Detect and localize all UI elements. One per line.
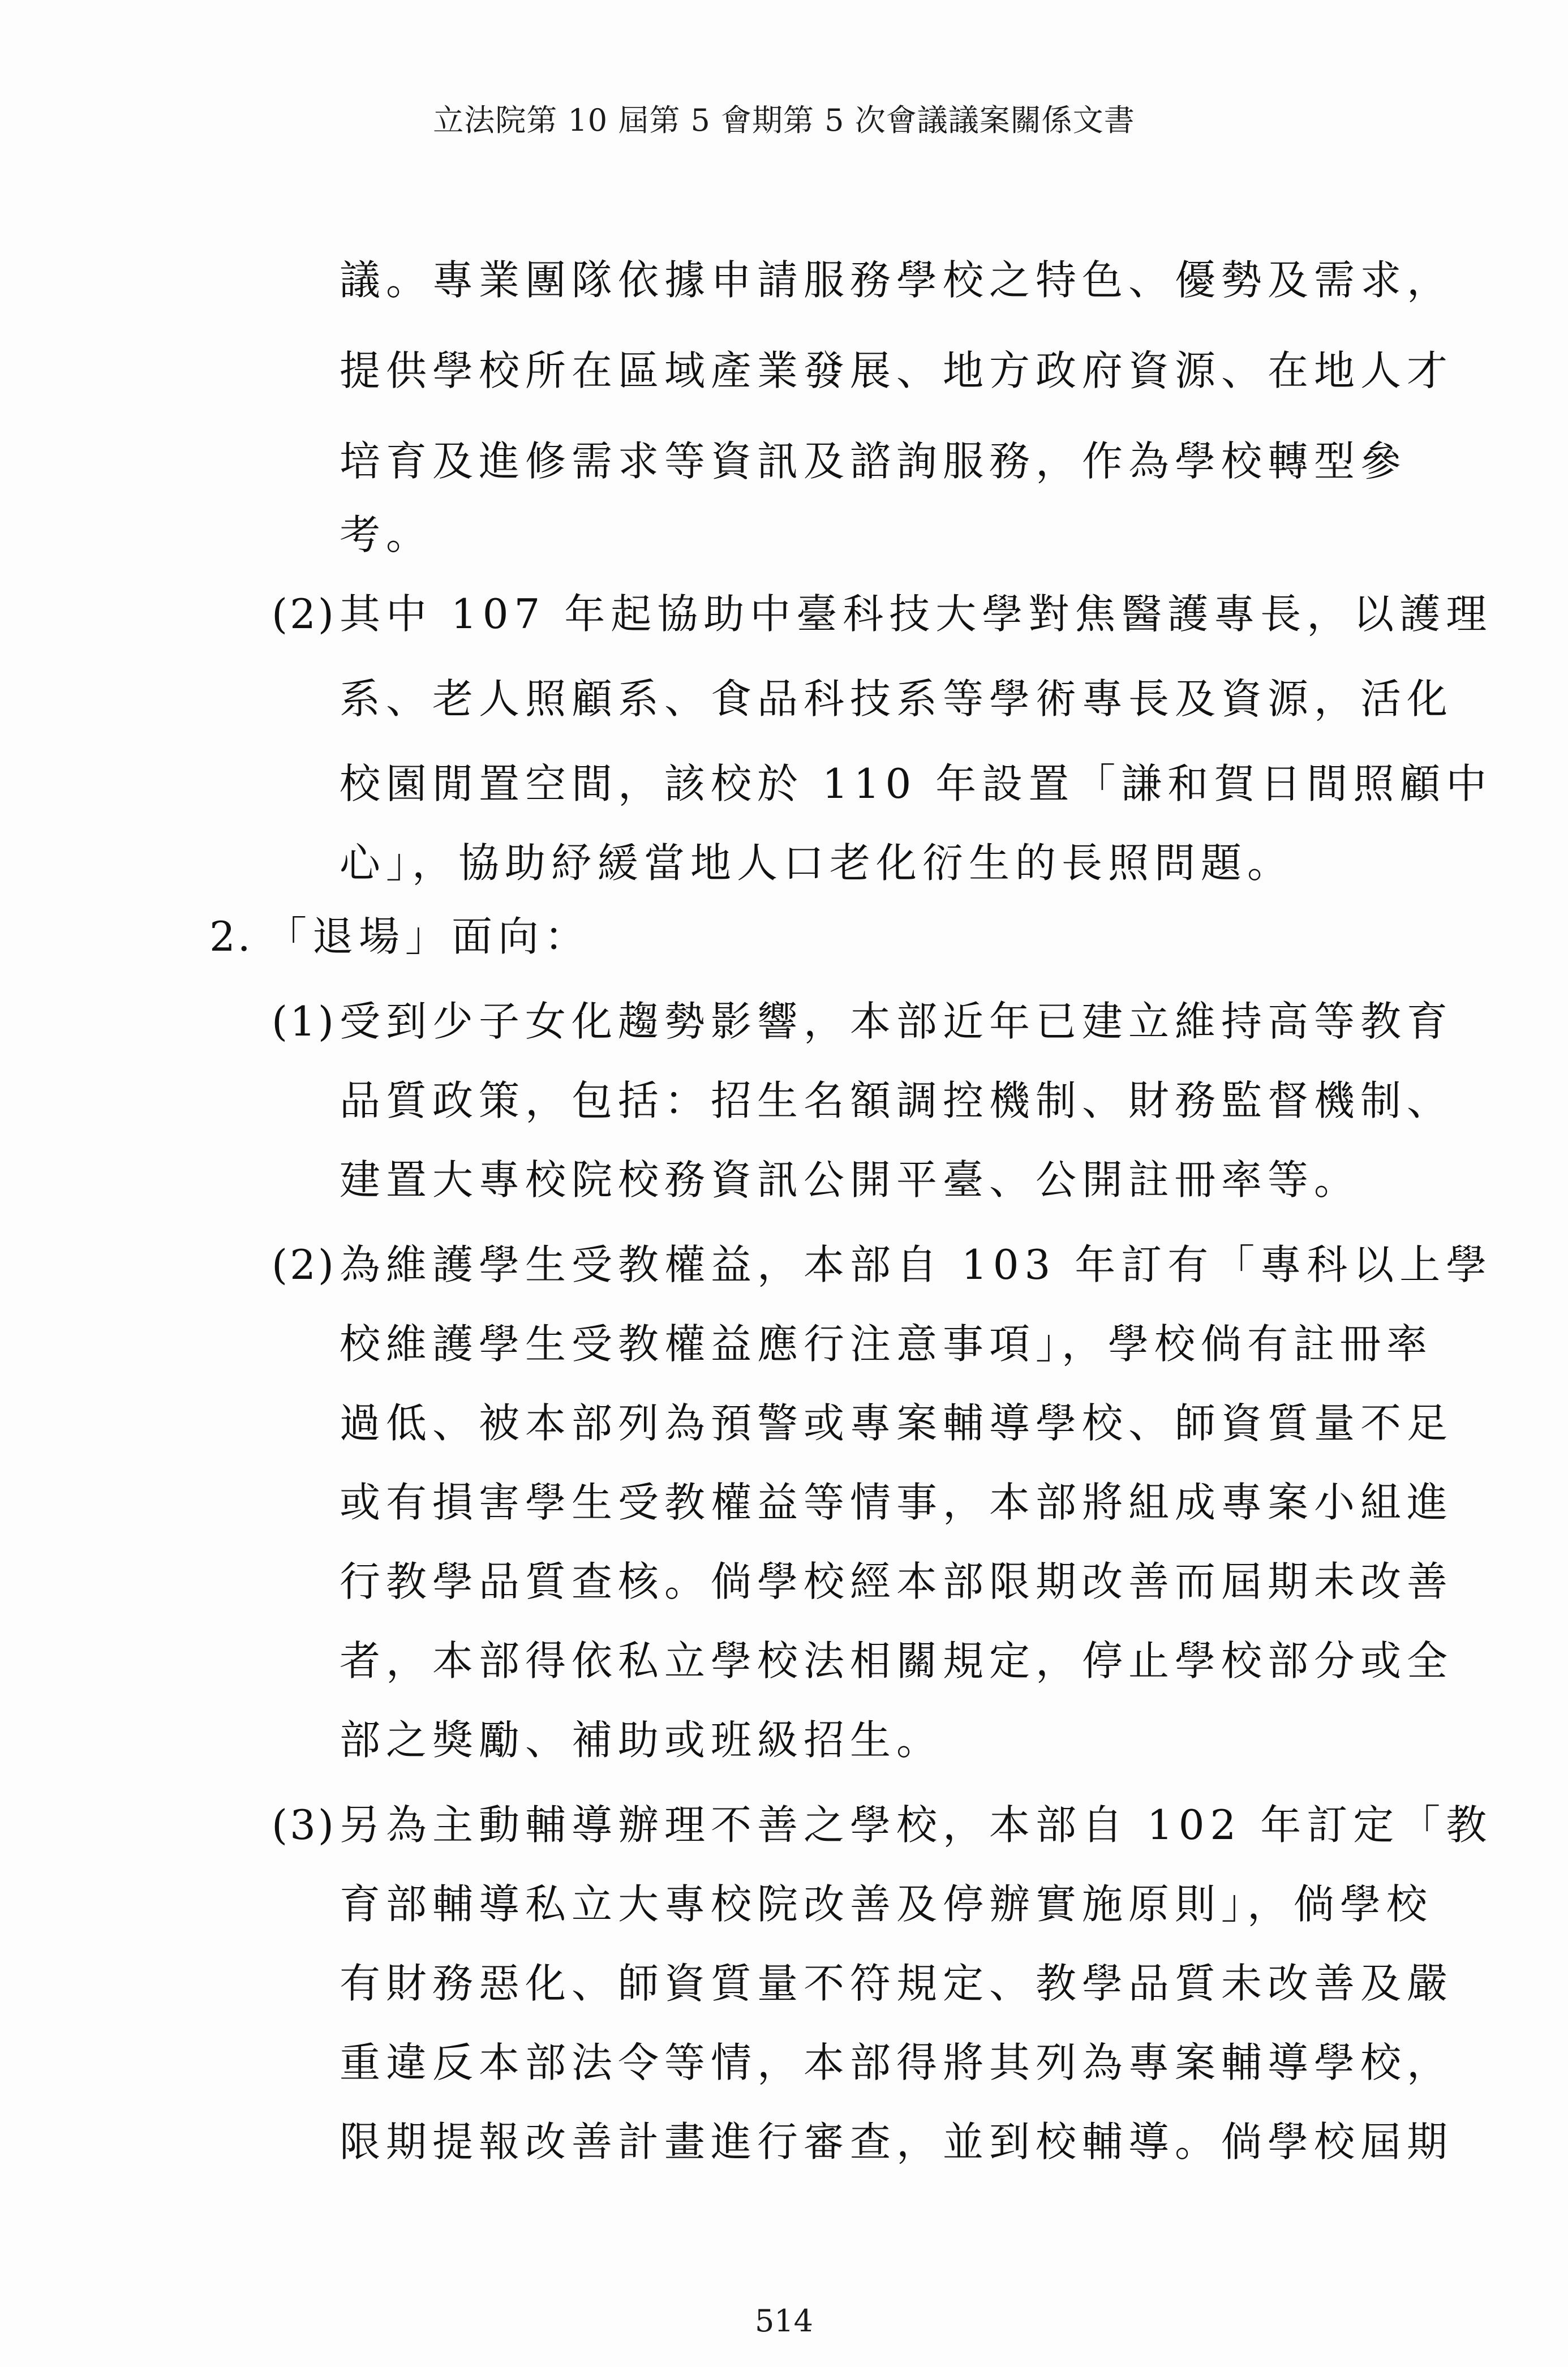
item-label: (3) — [272, 1801, 336, 1849]
item-label: (2) — [272, 1241, 336, 1288]
section-label: 2. — [209, 913, 253, 960]
text-line: 行教學品質查核。倘學校經本部限期改善而屆期未改善 — [340, 1558, 1454, 1605]
text-line: 考。 — [340, 511, 433, 559]
text-line: 心」，協助紓緩當地人口老化衍生的長照問題。 — [340, 839, 1294, 887]
text-line: 部之獎勵、補助或班級招生。 — [340, 1716, 943, 1764]
text-line: 其中 107 年起協助中臺科技大學對焦醫護專長，以護理 — [340, 590, 1493, 638]
text-line: 品質政策，包括：招生名額調控機制、財務監督機制、 — [340, 1077, 1454, 1124]
section-heading: 「退場」面向： — [266, 913, 591, 960]
text-line: 受到少子女化趨勢影響，本部近年已建立維持高等教育 — [340, 998, 1454, 1045]
text-line: 校維護學生受教權益應行注意事項」，學校倘有註冊率 — [340, 1320, 1433, 1368]
text-line: 培育及進修需求等資訊及諮詢服務，作為學校轉型參 — [340, 437, 1407, 485]
text-line: 提供學校所在區域產業發展、地方政府資源、在地人才 — [340, 347, 1454, 394]
text-line: 議。專業團隊依據申請服務學校之特色、優勢及需求， — [340, 256, 1454, 304]
page-header: 立法院第 10 屆第 5 會期第 5 次會議議案關係文書 — [433, 102, 1135, 138]
text-line: 有財務惡化、師資質量不符規定、教學品質未改善及嚴 — [340, 1960, 1454, 2007]
text-line: 重違反本部法令等情，本部得將其列為專案輔導學校， — [340, 2039, 1454, 2086]
item-label: (1) — [272, 998, 336, 1045]
text-line: 系、老人照顧系、食品科技系等學術專長及資源，活化 — [340, 675, 1454, 723]
text-line: 為維護學生受教權益，本部自 103 年訂有「專科以上學 — [340, 1241, 1493, 1288]
text-line: 另為主動輔導辦理不善之學校，本部自 102 年訂定「教 — [340, 1801, 1493, 1849]
item-label: (2) — [272, 590, 336, 638]
text-line: 者，本部得依私立學校法相關規定，停止學校部分或全 — [340, 1637, 1454, 1685]
page-number: 514 — [754, 2303, 814, 2339]
text-line: 過低、被本部列為預警或專案輔導學校、師資質量不足 — [340, 1399, 1454, 1447]
text-line: 限期提報改善計畫進行審查，並到校輔導。倘學校屆期 — [340, 2118, 1454, 2166]
text-line: 或有損害學生受教權益等情事，本部將組成專案小組進 — [340, 1479, 1454, 1526]
text-line: 建置大專校院校務資訊公開平臺、公開註冊率等。 — [340, 1156, 1361, 1204]
text-line: 校園閒置空間，該校於 110 年設置「謙和賀日間照顧中 — [340, 760, 1493, 807]
text-line: 育部輔導私立大專校院改善及停辦實施原則」，倘學校 — [340, 1880, 1433, 1928]
